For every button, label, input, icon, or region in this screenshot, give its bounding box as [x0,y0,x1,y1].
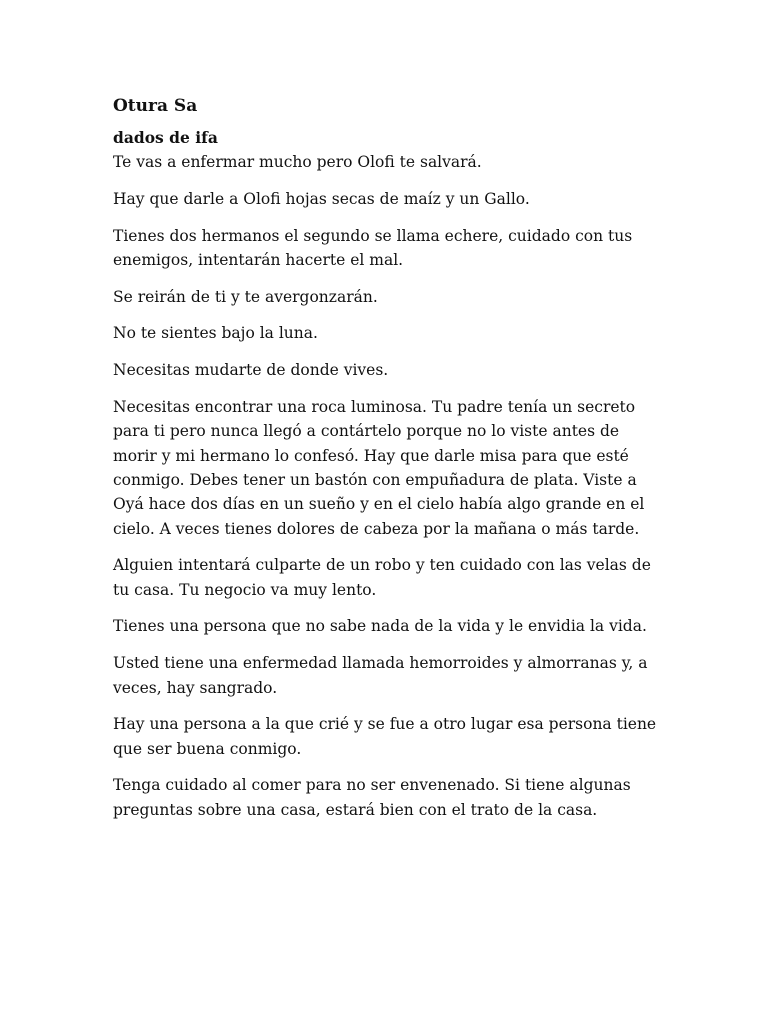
paragraph: Necesitas encontrar una roca luminosa. Tu padre tenía un secreto para ti pero nunca llegó a contártelo porque no lo viste antes de morir y mi hermano lo confesó. Hay que darle misa para que esté conmigo. Debes tener un bastón con empuñadura de plata. Viste a Oyá hace dos días en un sueño y en el cielo había algo grande en el cielo. A veces tienes dolores de cabeza por la mañana o más tarde. [113,398,645,538]
paragraph: No te sientes bajo la luna. [113,324,318,343]
paragraph: Te vas a enfermar mucho pero Olofi te salvará. [113,153,482,171]
paragraph: Se reirán de ti y te avergonzarán. [113,287,378,306]
paragraph: Tienes dos hermanos el segundo se llama echere, cuidado con tus enemigos, intentarán hacerte el mal. [113,226,633,269]
paragraph: Necesitas mudarte de donde vives. [113,361,389,380]
document-title: Otura Sa [113,96,198,116]
document-subtitle: dados de ifa [113,128,218,147]
paragraph: Hay que darle a Olofi hojas secas de maíz y un Gallo. [113,189,530,208]
paragraph: Usted tiene una enfermedad llamada hemorroides y almorranas y, a veces, hay sangrado. [113,654,648,697]
paragraph: Tienes una persona que no sabe nada de la vida y le envidia la vida. [113,617,647,636]
paragraph: Tenga cuidado al comer para no ser envenenado. Si tiene algunas preguntas sobre una casa, estará bien con el trato de la casa. [113,776,631,819]
paragraph: Hay una persona a la que crié y se fue a otro lugar esa persona tiene que ser buena conmigo. [113,715,657,758]
document-page [113,94,661,835]
paragraph: Alguien intentará culparte de un robo y ten cuidado con las velas de tu casa. Tu negocio va muy lento. [113,556,651,599]
